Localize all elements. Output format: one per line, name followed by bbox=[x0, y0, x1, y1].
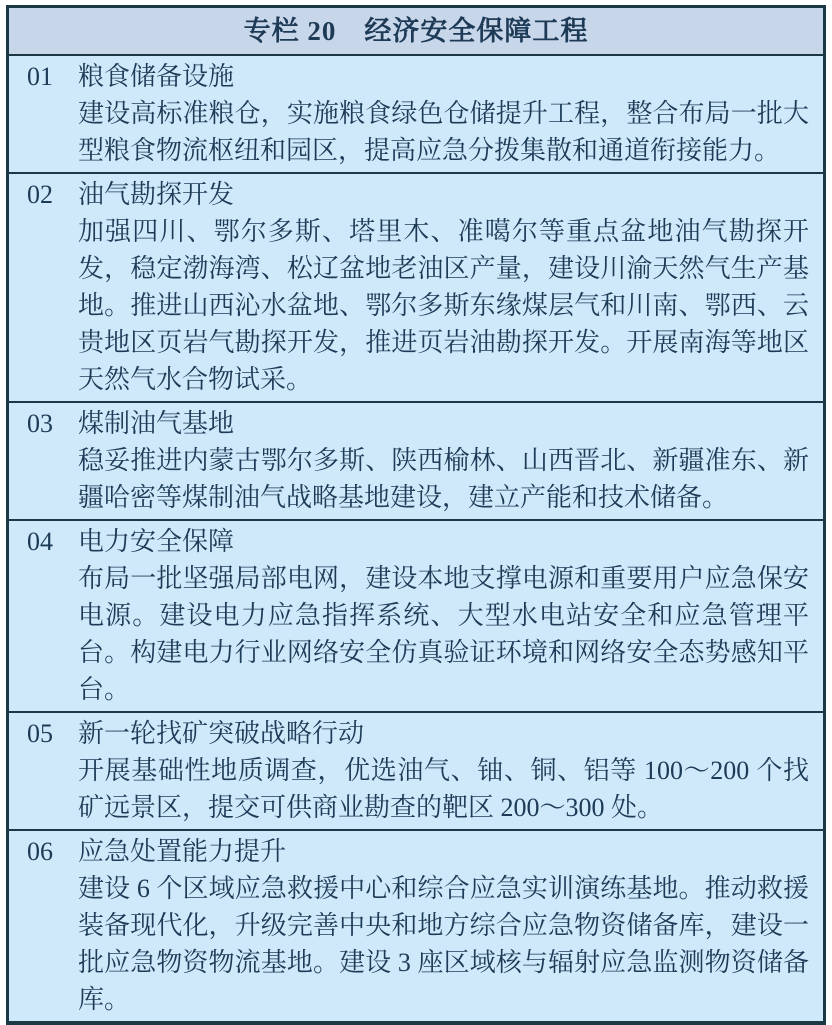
economic-security-panel bbox=[6, 5, 826, 1025]
section-power-security bbox=[9, 519, 823, 711]
section-number: 03 bbox=[27, 409, 53, 438]
section-body: 开展基础性地质调查，优选油气、铀、铜、铝等 100～200 个找矿远景区，提交可供商业勘查的靶区 200～300 处。 bbox=[78, 756, 809, 822]
section-coal-to-oil-gas-base bbox=[9, 401, 823, 519]
section-number: 02 bbox=[27, 180, 53, 209]
section-headline bbox=[27, 715, 809, 752]
section-number: 04 bbox=[27, 527, 53, 556]
section-headline bbox=[27, 833, 809, 870]
section-heading: 新一轮找矿突破战略行动 bbox=[78, 719, 365, 748]
panel-title: 专栏 20 经济安全保障工程 bbox=[243, 16, 589, 46]
section-heading: 油气勘探开发 bbox=[78, 180, 235, 209]
section-headline bbox=[27, 58, 809, 95]
section-oil-gas-exploration bbox=[9, 172, 823, 401]
section-heading: 粮食储备设施 bbox=[78, 62, 235, 91]
section-body: 建设高标准粮仓，实施粮食绿色仓储提升工程，整合布局一批大型粮食物流枢纽和园区，提高应急分拨集散和通道衔接能力。 bbox=[78, 99, 809, 165]
section-heading: 应急处置能力提升 bbox=[78, 837, 287, 866]
section-body: 加强四川、鄂尔多斯、塔里木、准噶尔等重点盆地油气勘探开发，稳定渤海湾、松辽盆地老油区产量，建设川渝天然气生产基地。推进山西沁水盆地、鄂尔多斯东缘煤层气和川南、鄂西、云贵地区页岩气勘探开发，推进页岩油勘探开发。开展南海等地区天然气水合物试采。 bbox=[78, 217, 809, 394]
section-body: 布局一批坚强局部电网，建设本地支撑电源和重要用户应急保安电源。建设电力应急指挥系统、大型水电站安全和应急管理平台。构建电力行业网络安全仿真验证环境和网络安全态势感知平台。 bbox=[78, 564, 809, 704]
section-number: 01 bbox=[27, 62, 53, 91]
section-body: 稳妥推进内蒙古鄂尔多斯、陕西榆林、山西晋北、新疆准东、新疆哈密等煤制油气战略基地建设，建立产能和技术储备。 bbox=[78, 446, 809, 512]
section-headline bbox=[27, 523, 809, 560]
section-list bbox=[9, 54, 823, 1021]
section-heading: 煤制油气基地 bbox=[78, 409, 235, 438]
section-number: 05 bbox=[27, 719, 53, 748]
section-emergency-response-capability bbox=[9, 829, 823, 1021]
panel-header bbox=[9, 8, 823, 54]
section-headline bbox=[27, 176, 809, 213]
section-heading: 电力安全保障 bbox=[78, 527, 235, 556]
section-body: 建设 6 个区域应急救援中心和综合应急实训演练基地。推动救援装备现代化，升级完善中央和地方综合应急物资储备库，建设一批应急物资物流基地。建设 3 座区域核与辐射应急监测物资储备库。 bbox=[78, 874, 809, 1014]
section-mineral-exploration-action bbox=[9, 711, 823, 829]
section-grain-reserve bbox=[9, 54, 823, 172]
section-number: 06 bbox=[27, 837, 53, 866]
section-headline bbox=[27, 405, 809, 442]
